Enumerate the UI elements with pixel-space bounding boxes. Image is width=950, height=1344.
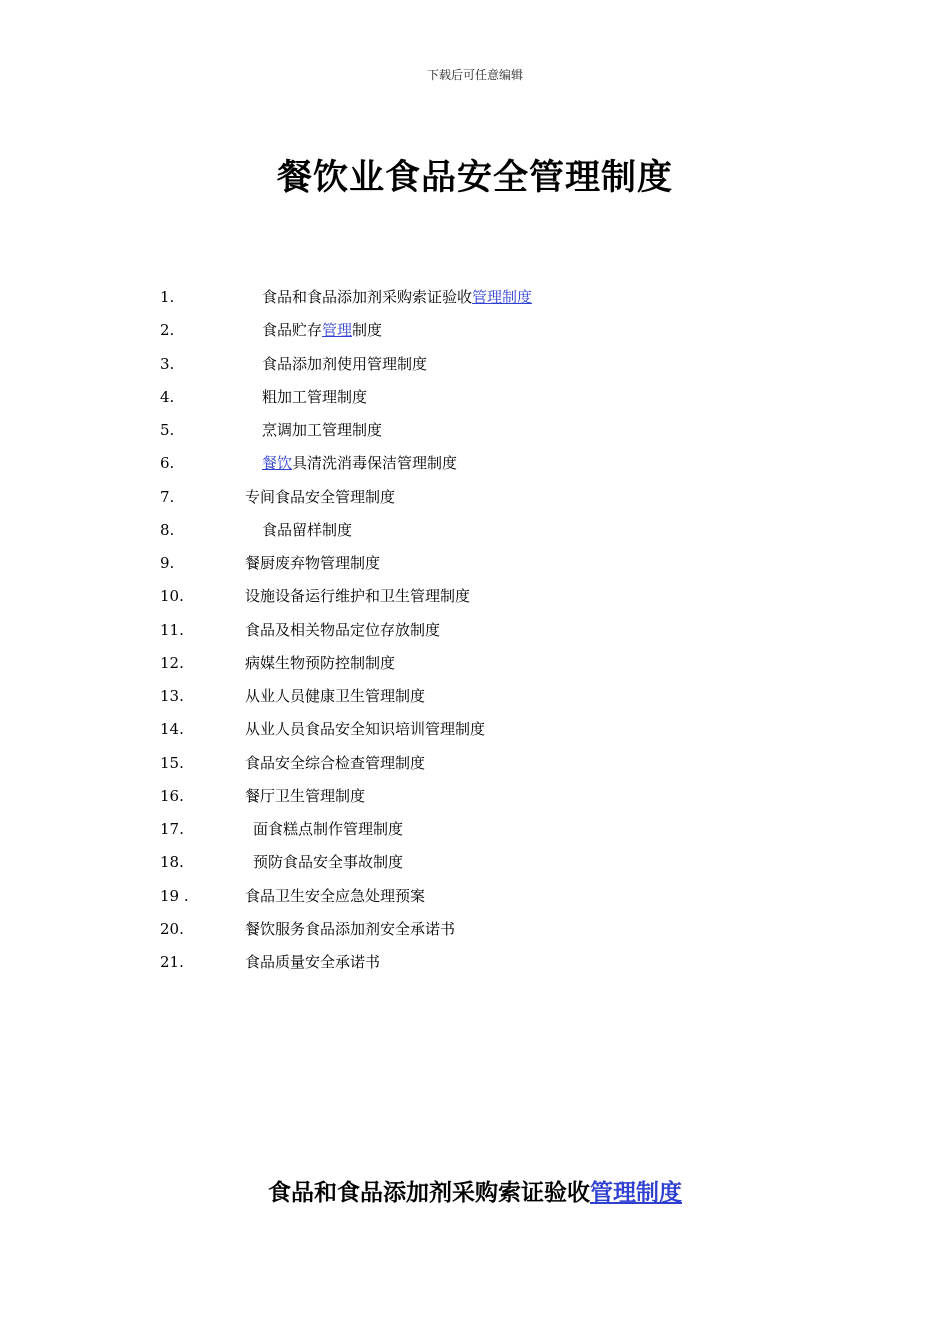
toc-number: 15. <box>160 753 184 772</box>
toc-text: 餐饮服务食品添加剂安全承诺书 <box>245 919 456 938</box>
toc-number: 11. <box>160 620 184 639</box>
toc-item <box>0 751 950 784</box>
toc-text: 食品贮存管理制度 <box>262 321 383 340</box>
toc-number: 12. <box>160 653 184 672</box>
toc-number: 13. <box>160 687 184 705</box>
section-heading-link[interactable]: 管理制度 <box>590 1180 682 1206</box>
toc-item <box>0 451 950 484</box>
toc-number: 4. <box>160 387 175 406</box>
toc-text: 设施设备运行维护和卫生管理制度 <box>245 587 471 606</box>
toc-text: 食品卫生安全应急处理预案 <box>245 886 426 905</box>
toc-item <box>0 717 950 750</box>
toc-number: 10. <box>160 587 184 606</box>
toc-link[interactable]: 管理 <box>322 321 353 340</box>
toc-number: 18. <box>160 853 184 872</box>
toc-item <box>0 817 950 850</box>
toc-item <box>0 318 950 351</box>
toc-item <box>0 551 950 584</box>
toc-text: 病媒生物预防控制制度 <box>245 653 396 672</box>
toc-item <box>0 950 950 983</box>
toc-text: 烹调加工管理制度 <box>262 421 383 439</box>
toc-text: 食品留样制度 <box>262 520 353 539</box>
document-title: 餐饮业食品安全管理制度 <box>276 158 673 198</box>
toc-number: 20. <box>160 919 184 938</box>
toc-number: 5. <box>160 421 175 439</box>
toc-item <box>0 784 950 817</box>
toc-text: 粗加工管理制度 <box>262 387 368 406</box>
toc-item <box>0 884 950 917</box>
toc-text: 从业人员食品安全知识培训管理制度 <box>245 720 486 739</box>
section-heading: 食品和食品添加剂采购索证验收管理制度 <box>268 1180 682 1206</box>
toc-number: 6. <box>160 454 175 473</box>
table-of-contents <box>0 285 950 983</box>
toc-number: 9. <box>160 554 175 572</box>
toc-text: 餐饮具清洗消毒保洁管理制度 <box>262 454 458 473</box>
toc-item <box>0 684 950 717</box>
toc-number: 21. <box>160 953 184 971</box>
toc-text: 食品安全综合检查管理制度 <box>245 753 426 772</box>
toc-item <box>0 385 950 418</box>
toc-item <box>0 285 950 318</box>
toc-number: 8. <box>160 520 175 539</box>
toc-text: 食品和食品添加剂采购索证验收管理制度 <box>262 288 533 306</box>
toc-item <box>0 618 950 651</box>
toc-text: 预防食品安全事故制度 <box>253 853 404 872</box>
toc-text: 面食糕点制作管理制度 <box>253 820 404 838</box>
toc-item <box>0 917 950 950</box>
toc-item <box>0 651 950 684</box>
toc-number: 16. <box>160 786 184 805</box>
toc-item <box>0 418 950 451</box>
toc-link[interactable]: 餐饮 <box>262 454 293 473</box>
toc-number: 17. <box>160 820 184 838</box>
toc-text: 食品及相关物品定位存放制度 <box>245 620 441 639</box>
toc-item <box>0 485 950 518</box>
toc-text: 食品质量安全承诺书 <box>245 953 381 971</box>
toc-text: 餐厅卫生管理制度 <box>245 786 366 805</box>
toc-number: 19 . <box>160 886 189 905</box>
toc-text: 从业人员健康卫生管理制度 <box>245 687 426 705</box>
toc-item <box>0 518 950 551</box>
toc-item <box>0 584 950 617</box>
toc-number: 1. <box>160 288 175 306</box>
toc-text: 专间食品安全管理制度 <box>245 487 396 506</box>
toc-item <box>0 352 950 385</box>
toc-number: 14. <box>160 720 184 739</box>
toc-item <box>0 850 950 883</box>
header-note: 下载后可任意编辑 <box>426 68 523 82</box>
toc-text: 食品添加剂使用管理制度 <box>262 354 428 373</box>
toc-number: 3. <box>160 354 175 373</box>
toc-number: 2. <box>160 321 175 340</box>
toc-link[interactable]: 管理制度 <box>472 288 533 306</box>
toc-text: 餐厨废弃物管理制度 <box>245 554 381 572</box>
toc-number: 7. <box>160 487 175 506</box>
